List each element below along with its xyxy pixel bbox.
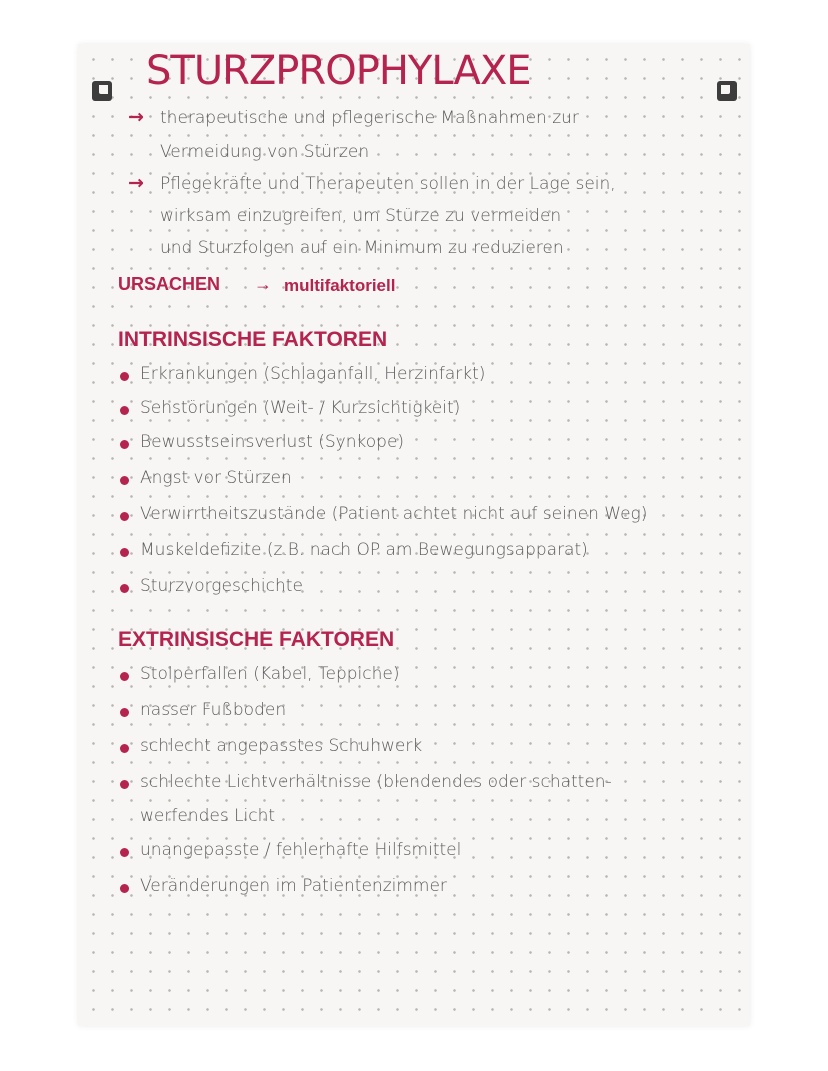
intrinsic-heading: INTRINSISCHE FAKTOREN <box>118 328 388 351</box>
bullet-icon <box>120 406 129 415</box>
bullet-icon <box>120 708 129 717</box>
extrinsic-heading: EXTRINSISCHE FAKTOREN <box>118 628 395 651</box>
causes-label: URSACHEN <box>118 274 221 294</box>
extrinsic-item: schlechte Lichtverhältnisse (blendendes oder schatten- <box>140 772 612 792</box>
bullet-icon <box>120 512 129 521</box>
bullet-icon <box>120 476 129 485</box>
intrinsic-item: Angst vor Stürzen <box>140 468 292 488</box>
page-title: STURZPROPHYLAXE <box>146 48 531 94</box>
intro-line: Pflegekräfte und Therapeuten sollen in der Lage sein, <box>160 174 616 194</box>
intrinsic-item: Muskeldefizite (z.B. nach OP am Bewegungsapparat) <box>140 540 588 560</box>
intrinsic-item: Verwirrtheitszustände (Patient achtet nicht auf seinen Weg) <box>140 504 648 524</box>
bullet-icon <box>120 440 129 449</box>
extrinsic-item: Veränderungen im Patientenzimmer <box>140 876 447 896</box>
notebook-page <box>78 44 750 1026</box>
bullet-icon <box>120 584 129 593</box>
extrinsic-item: nasser Fußboden <box>140 700 287 720</box>
extrinsic-item: schlecht angepasstes Schuhwerk <box>140 736 423 756</box>
arrow-icon: → <box>128 106 144 128</box>
extrinsic-item-continued: werfendes Licht <box>140 806 276 826</box>
intrinsic-item: Bewusstseinsverlust (Synkope) <box>140 432 405 452</box>
intro-line: Vermeidung von Stürzen <box>160 142 370 162</box>
bullet-icon <box>120 744 129 753</box>
corner-marker-icon <box>717 81 737 101</box>
intro-line: therapeutische und pflegerische Maßnahmen zur <box>160 108 579 128</box>
arrow-icon: → <box>254 274 272 294</box>
bullet-icon <box>120 780 129 789</box>
extrinsic-item: unangepasste / fehlerhafte Hilfsmittel <box>140 840 462 860</box>
extrinsic-item: Stolperfallen (Kabel, Teppiche) <box>140 664 400 684</box>
causes-value: multifaktoriell <box>284 276 396 295</box>
bullet-icon <box>120 848 129 857</box>
intro-line: wirksam einzugreifen, um Stürze zu vermeiden <box>160 206 562 226</box>
bullet-icon <box>120 372 129 381</box>
bullet-icon <box>120 548 129 557</box>
intro-line: und Sturzfolgen auf ein Minimum zu reduzieren <box>160 238 564 258</box>
intrinsic-item: Sehstörungen (Weit- / Kurzsichtigkeit) <box>140 398 461 418</box>
arrow-icon: → <box>128 172 144 194</box>
corner-marker-icon <box>92 81 112 101</box>
intrinsic-item: Sturzvorgeschichte <box>140 576 303 596</box>
bullet-icon <box>120 672 129 681</box>
bullet-icon <box>120 884 129 893</box>
intrinsic-item: Erkrankungen (Schlaganfall, Herzinfarkt) <box>140 364 486 384</box>
